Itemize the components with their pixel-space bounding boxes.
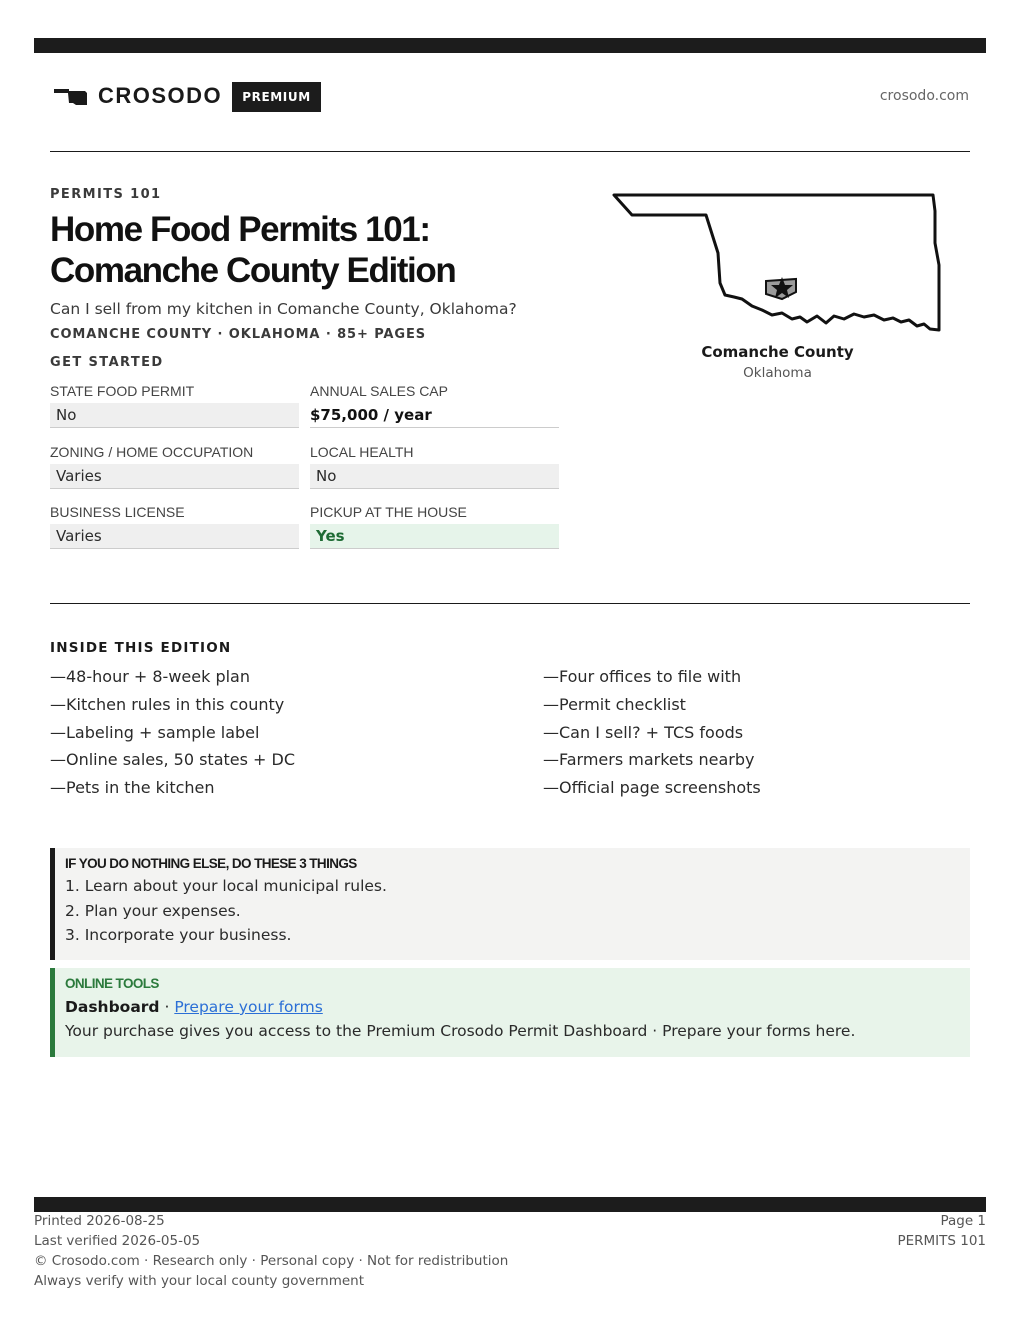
toc-item: —Can I sell? + TCS foods [543,722,744,742]
page-subtitle: Can I sell from my kitchen in Comanche County, Oklahoma? [50,300,517,318]
inside-heading: INSIDE THIS EDITION [50,640,232,656]
premium-badge: PREMIUM [232,82,321,112]
footer-section: PERMITS 101 [897,1233,986,1249]
field-label: STATE FOOD PERMIT [50,383,195,399]
dashboard-line [65,998,970,1016]
field-value: Yes [310,524,559,549]
map-county-label: Comanche County [701,343,854,361]
title-line-2: Comanche County Edition [50,251,456,290]
field-value: Varies [50,464,299,489]
dashboard-label: Dashboard [65,998,160,1016]
field-annual-sales-cap [310,382,559,428]
oklahoma-shape-icon [54,88,88,106]
field-label: LOCAL HEALTH [310,444,414,460]
toc-item: —48-hour + 8-week plan [50,667,250,686]
field-value: Varies [50,524,299,549]
site-url[interactable]: crosodo.com [879,88,969,104]
callout-title: ONLINE TOOLS [65,976,159,991]
tools-description: Your purchase gives you access to the Premium Crosodo Permit Dashboard · Prepare your forms here. [65,1022,856,1040]
field-state-food-permit [50,382,299,428]
header-divider [50,151,970,152]
toc-item: —Official page screenshots [543,778,761,798]
copyright: © Crosodo.com · Research only · Personal copy · Not for redistribution [34,1253,509,1269]
field-zoning [50,443,299,489]
toc-item: —Four offices to file with [543,667,742,686]
section-divider [50,603,970,604]
get-started-heading: GET STARTED [50,355,164,370]
toc-item: —Farmers markets nearby [543,750,755,770]
edition-meta: COMANCHE COUNTY · OKLAHOMA · 85+ PAGES [50,327,427,342]
separator: · [159,998,175,1016]
callout-item: 2. Plan your expenses. [65,901,241,920]
field-label: PICKUP AT THE HOUSE [310,504,467,520]
field-pickup [310,503,559,549]
footer-right [897,1211,986,1251]
field-value: No [310,464,559,489]
top-bar [34,38,986,53]
toc-item: —Labeling + sample label [50,722,260,742]
callout-title: IF YOU DO NOTHING ELSE, DO THESE 3 THINGS [65,856,357,871]
toc-item: —Online sales, 50 states + DC [50,750,296,770]
toc-right-column [543,663,761,802]
field-value: $75,000 / year [310,403,559,428]
field-local-health [310,443,559,489]
map-state-label: Oklahoma [743,365,812,381]
callout-item: 3. Incorporate your business. [65,926,292,945]
toc-left-column [50,663,295,802]
page-number: Page 1 [940,1213,986,1229]
field-business-license [50,503,299,549]
toc-item: —Pets in the kitchen [50,778,215,798]
field-label: BUSINESS LICENSE [50,504,185,520]
oklahoma-map [612,193,944,335]
state-outline [614,195,939,330]
bottom-bar [34,1197,986,1212]
field-label: ZONING / HOME OCCUPATION [50,444,254,460]
toc-item: —Kitchen rules in this county [50,694,285,714]
prepare-forms-link[interactable]: Prepare your forms [174,998,323,1016]
field-label: ANNUAL SALES CAP [310,383,448,399]
three-things-callout [50,848,970,960]
callout-item: 1. Learn about your local municipal rules. [65,877,387,895]
section-kicker: PERMITS 101 [50,187,162,202]
footer-left [34,1211,508,1291]
printed-date: Printed 2026-08-25 [34,1213,165,1229]
online-tools-callout [50,968,970,1057]
title-line-1: Home Food Permits 101: [50,210,430,249]
toc-item: —Permit checklist [543,694,686,714]
brand-name: CROSODO [98,83,223,108]
verify-note: Always verify with your local county government [34,1273,364,1289]
page-title [50,209,590,291]
field-value: No [50,403,299,428]
verified-date: Last verified 2026-05-05 [34,1233,201,1249]
